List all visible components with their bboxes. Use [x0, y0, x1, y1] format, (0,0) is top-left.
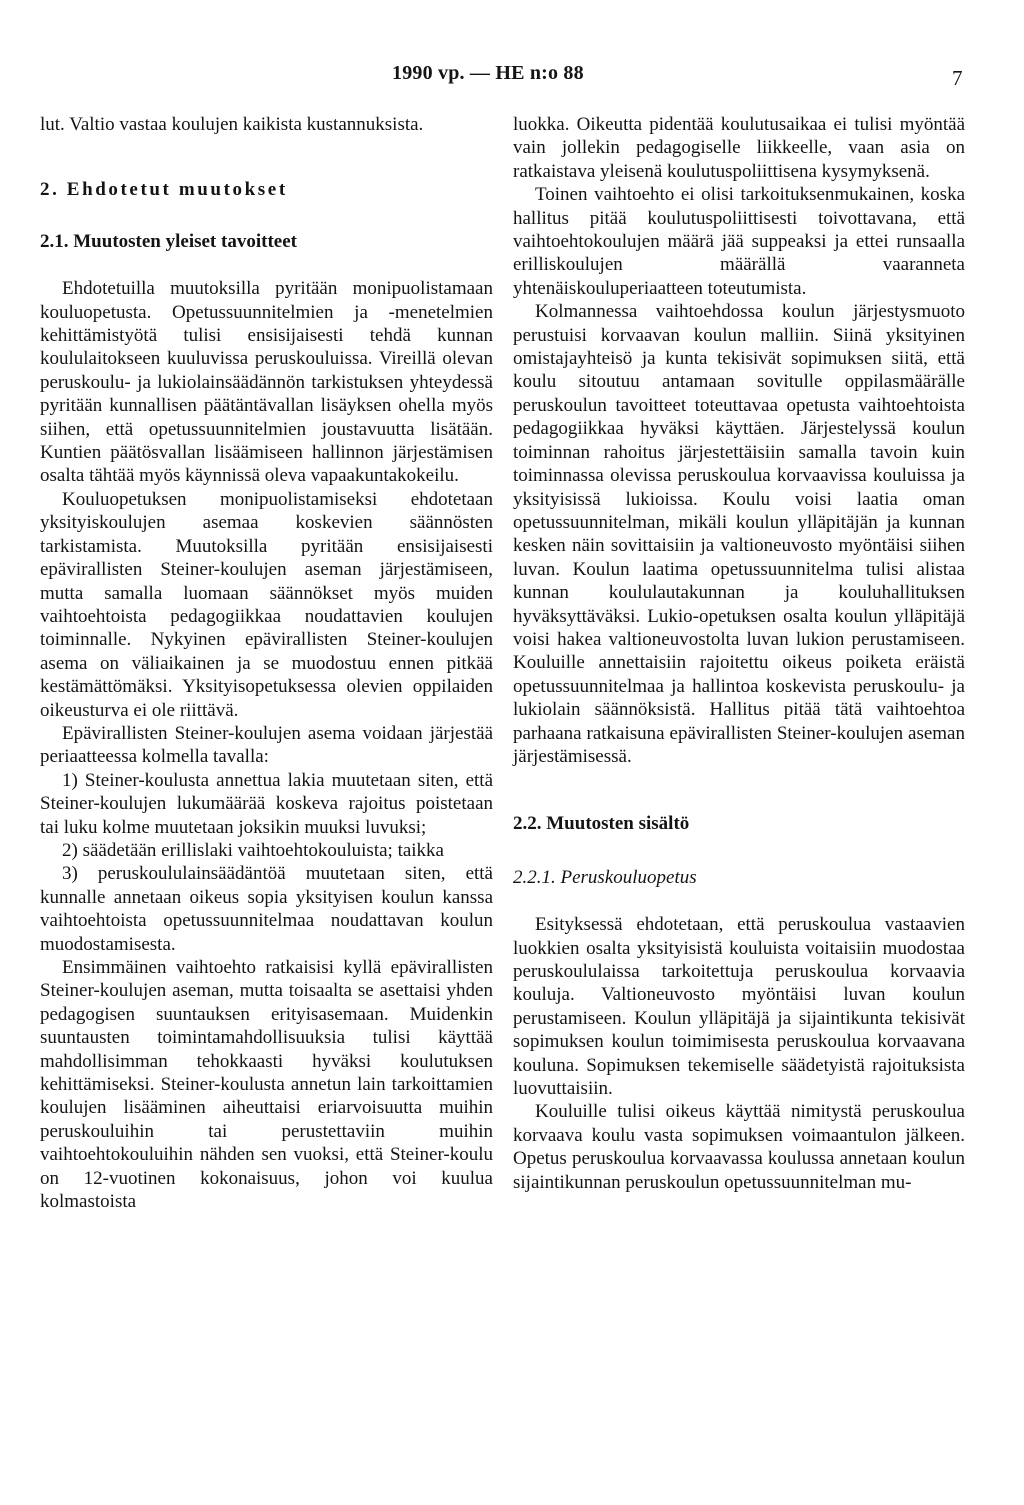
paragraph: Ensimmäinen vaihtoehto ratkaisisi kyllä epävirallisten Steiner-koulujen aseman, mutta toisaalta se asettaisi yhden pedagogisen suuntauksen erityisasemaan. Muidenkin suuntausten toimintamahdollisuuksia tulisi käyttää mahdollisimman tehokkaasti hyväksi koulutuksen kehittämiseksi. Steiner-koulusta annetun lain tarkoittamien koulujen lisääminen aiheuttaisi eriarvoisuutta muihin peruskouluihin tai perustettaviin muihin vaihtoehtokouluihin nähden sen vuoksi, että Steiner-koulu on 12-vuotinen kokonaisuus, johon voi kuulua kolmastoista [40, 957, 493, 1213]
page-header [0, 62, 1024, 92]
paragraph: Kouluille tulisi oikeus käyttää nimitystä peruskoulua korvaava koulu vasta sopimuksen voimaantulon jälkeen. Opetus peruskoulua korvaavassa koulussa annetaan koulun sijaintikunnan peruskoulun opetussuunnitelman mu- [513, 1101, 965, 1193]
list-item: 2) säädetään erillislaki vaihtoehtokouluista; taikka [62, 839, 444, 861]
subsection-heading: 2.2. Muutosten sisältö [513, 813, 690, 835]
paragraph: lut. Valtio vastaa koulujen kaikista kustannuksista. [40, 114, 424, 135]
subsubsection-heading: 2.2.1. Peruskouluopetus [513, 866, 697, 888]
list-item: 3) peruskoululainsäädäntöä muutetaan siten, että kunnalle annetaan oikeus sopia yksityisen koulun kanssa vaihtoehtoista opetussuunnitelmaa noudattavan koulun muodostamisesta. [40, 863, 493, 955]
paragraph: Ehdotetuilla muutoksilla pyritään monipuolistamaan kouluopetusta. Opetussuunnitelmien ja -menetelmien kehittämistyötä tulisi ensisijaisesti tehdä kunnan koululaitokseen kuuluvissa peruskouluissa. Vireillä olevan peruskoulu- ja lukiolainsäädännön tarkistuksen yhteydessä pyritään kunnallisen päätäntävallan lisäyksen ohella myös siihen, että opetussuunnitelmien joustavuutta lisätään. Kuntien päätösvallan lisäämiseen hallinnon järjestämisen osalta tähtää myös käynnissä oleva vapaakuntakokeilu. [40, 278, 493, 487]
left-column [40, 113, 493, 1213]
paragraph: luokka. Oikeutta pidentää koulutusaikaa ei tulisi myöntää vain jollekin pedagogiselle liikkeelle, vaan asia on ratkaistava yleisenä koulutuspoliittisena kysymyksenä. [513, 114, 965, 182]
section-heading: 2. Ehdotetut muutokset [40, 179, 288, 201]
subsection-heading: 2.1. Muutosten yleiset tavoitteet [40, 230, 297, 252]
paragraph: Esityksessä ehdotetaan, että peruskoulua vastaavien luokkien osalta yksityisistä kouluista voitaisiin muodostaa peruskoululaissa tarkoitettuja peruskoulua korvaavia kouluja. Valtioneuvosto myöntäisi luvan koulun perustamiseen. Koulun ylläpitäjä ja sijaintikunta tekisivät sopimuksen koulun toimimisesta peruskoulua korvaavana kouluna. Sopimuksen tekemiselle säädetyistä rajoituksista luovuttaisiin. [513, 914, 965, 1100]
paragraph: Kolmannessa vaihtoehdossa koulun järjestysmuoto perustuisi korvaavan koulun malliin. Siinä yksityinen omistajayhteisö ja kunta tekisivät sopimuksen siitä, että koulu sitoutuu antamaan sovitulle oppilasmäärälle peruskoulun tavoitteet toteuttavaa opetusta vaihtoehtoista pedagogiikkaa hyväksi käyttäen. Järjestelyssä koulun toiminnan rahoitus järjestettäisiin samalla tavoin kuin toiminnassa olevissa peruskoulua korvaavissa kouluissa ja yksityisissä lukioissa. Koulu voisi laatia oman opetussuunnitelman, mikäli koulun ylläpitäjän ja kunnan kesken näin sovittaisiin ja valtioneuvosto myöntäisi siihen luvan. Koulun laatima opetussuunnitelma tulisi alistaa kunnan koululautakunnan ja kouluhallituksen hyväksyttäväksi. Lukio-opetuksen osalta koulun ylläpitäjä voisi hakea valtioneuvostolta luvan lukion perustamiseen. Kouluille annettaisiin rajoitettu oikeus poiketa eräistä opetussuunnitelmaa ja hallintoa koskevista peruskoulu- ja lukiolain säännöksistä. Hallitus pitää tätä vaihtoehtoa parhaana ratkaisuna epävirallisten Steiner-koulujen aseman järjestämisessä. [513, 301, 965, 767]
list-item: 1) Steiner-koulusta annettua lakia muutetaan siten, että Steiner-koulujen lukumäärää koskeva rajoitus poistetaan tai luku kolme muutetaan joksikin muuksi luvuksi; [40, 769, 493, 838]
paragraph: Toinen vaihtoehto ei olisi tarkoituksenmukainen, koska hallitus pitää koulutuspoliittisesti toivottavana, että vaihtoehtokoulujen määrä jää suppeaksi ja ettei runsaalla erilliskoulujen määrällä vaaranneta yhtenäiskouluperiaatteen toteutumista. [513, 184, 965, 299]
paragraph: Kouluopetuksen monipuolistamiseksi ehdotetaan yksityiskoulujen asemaa koskevien säännösten tarkistamista. Muutoksilla pyritään ensisijaisesti epävirallisten Steiner-koulujen aseman järjestämiseen, mutta samalla luomaan säännökset myös muiden vaihtoehtoista pedagogiikkaa noudattavien koulujen toiminnalle. Nykyinen epävirallisten Steiner-koulujen asema on väliaikainen ja se muodostuu ennen pitkää kestämättömäksi. Yksityisopetuksessa olevien oppilaiden oikeusturva ei ole riittävä. [40, 488, 493, 721]
document-reference: 1990 vp. — HE n:o 88 [392, 62, 584, 84]
page-number: 7 [952, 66, 963, 90]
paragraph: Epävirallisten Steiner-koulujen asema voidaan järjestää periaatteessa kolmella tavalla: [40, 722, 493, 768]
right-column [513, 113, 965, 1194]
